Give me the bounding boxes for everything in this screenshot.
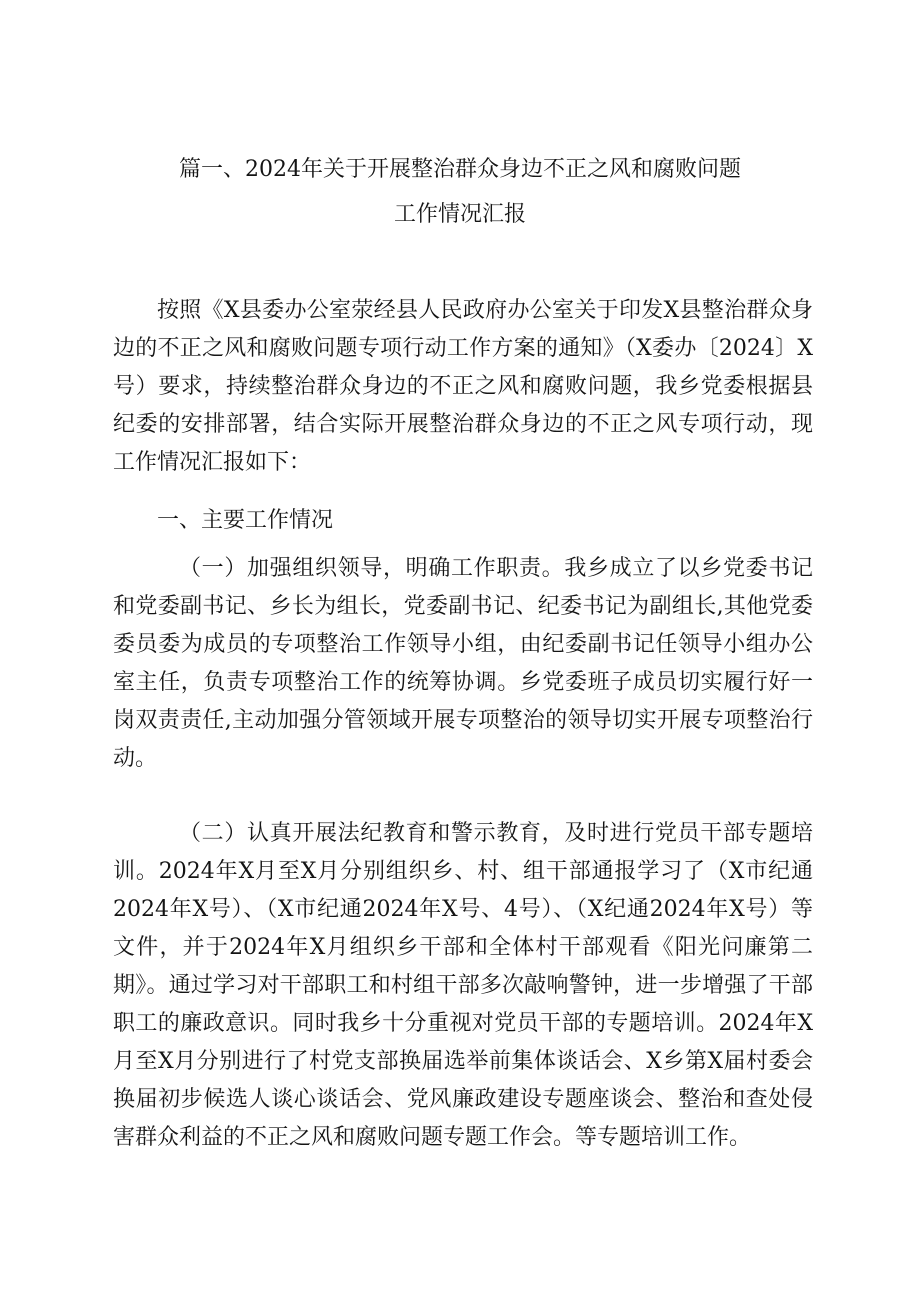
subsection-organization-leadership: （一）加强组织领导，明确工作职责。我乡成立了以乡党委书记和党委副书记、乡长为组长，党委副书记、纪委书记为副组长,其他党委委员委为成员的专项整治工作领导小组，由纪委副书记任领导小组办公室主任，负责专项整治工作的统筹协调。乡党委班子成员切实履行好一岗双责责任,主动加强分管领域开展专项整治的领导切实开展专项整治行动。 [113,556,813,771]
document-title-line-1: 篇一、2024年关于开展整治群众身边不正之风和腐败问题 [179,157,741,182]
subsection-discipline-education: （二）认真开展法纪教育和警示教育，及时进行党员干部专题培训。2024年X月至X月分别组织乡、村、组干部通报学习了（X市纪通2024年X号）、（X市纪通2024年X号、4号）、（X纪通2024年X号）等文件，并于2024年X月组织乡干部和全体村干部观看《阳光问廉第二期》。通过学习对干部职工和村组干部多次敲响警钟，进一步增强了干部职工的廉政意识。同时我乡十分重视对党员干部的专题培训。2024年X月至X月分别进行了村党支部换届选举前集体谈话会、X乡第X届村委会换届初步候选人谈心谈话会、党风廉政建设专题座谈会、整治和查处侵害群众利益的不正之风和腐败问题专题工作会。等专题培训工作。 [113,821,813,1150]
section-heading-main-work: 一、主要工作情况 [157,508,334,533]
document-title-line-2: 工作情况汇报 [393,202,526,227]
intro-paragraph: 按照《X县委办公室荥经县人民政府办公室关于印发X县整治群众身边的不正之风和腐败问题专项行动工作方案的通知》（X委办〔2024〕X号）要求，持续整治群众身边的不正之风和腐败问题，我乡党委根据县纪委的安排部署，结合实际开展整治群众身边的不正之风专项行动，现工作情况汇报如下： [113,298,813,475]
